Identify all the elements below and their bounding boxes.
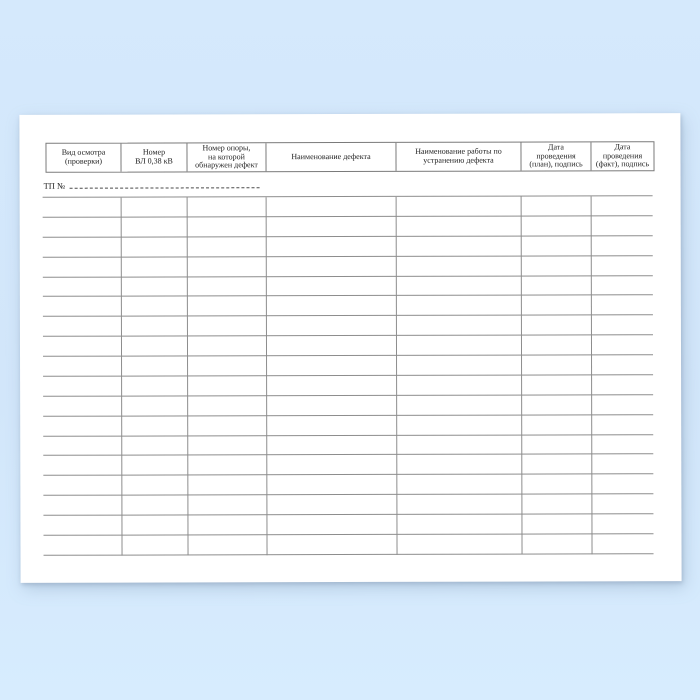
paper-sheet: [19, 113, 681, 583]
table-row: [43, 534, 653, 555]
table-row: [43, 216, 653, 237]
table-row: [43, 415, 653, 436]
tp-number-label: ТП №: [43, 180, 66, 191]
header-cell-date-fact: Дата проведения (факт), подпись: [595, 142, 650, 169]
table-body-grid: [43, 195, 654, 555]
header-cell-repair-work: Наименование работы по устранению дефекта: [396, 143, 521, 171]
table-row: [43, 514, 653, 535]
table-row: [43, 375, 653, 396]
header-cell-pole-number: Номер опоры, на которой обнаружен дефект: [187, 143, 266, 171]
table-row: [43, 335, 653, 356]
table-row: [43, 494, 653, 515]
table-row: [43, 296, 653, 317]
table-header-row: [45, 141, 654, 173]
table-row: [43, 355, 653, 376]
table-row: [43, 196, 653, 217]
tp-number-line: [44, 178, 260, 191]
table-row: [43, 455, 653, 476]
table-row: [43, 276, 653, 297]
header-cell-defect-name: Наименование дефекта: [266, 143, 396, 171]
header-cell-inspection-type: Вид осмотра (проверки): [46, 144, 121, 172]
table-row: [43, 474, 653, 495]
table-row: [43, 256, 653, 277]
table-row: [43, 395, 653, 416]
header-cell-date-plan: Дата проведения (план), подпись: [521, 142, 591, 170]
tp-number-blank-underline: [69, 178, 259, 188]
table-row: [43, 236, 653, 257]
table-row: [43, 435, 653, 456]
table-row: [43, 315, 653, 336]
header-cell-line-number: Номер ВЛ 0,38 кВ: [121, 143, 187, 171]
